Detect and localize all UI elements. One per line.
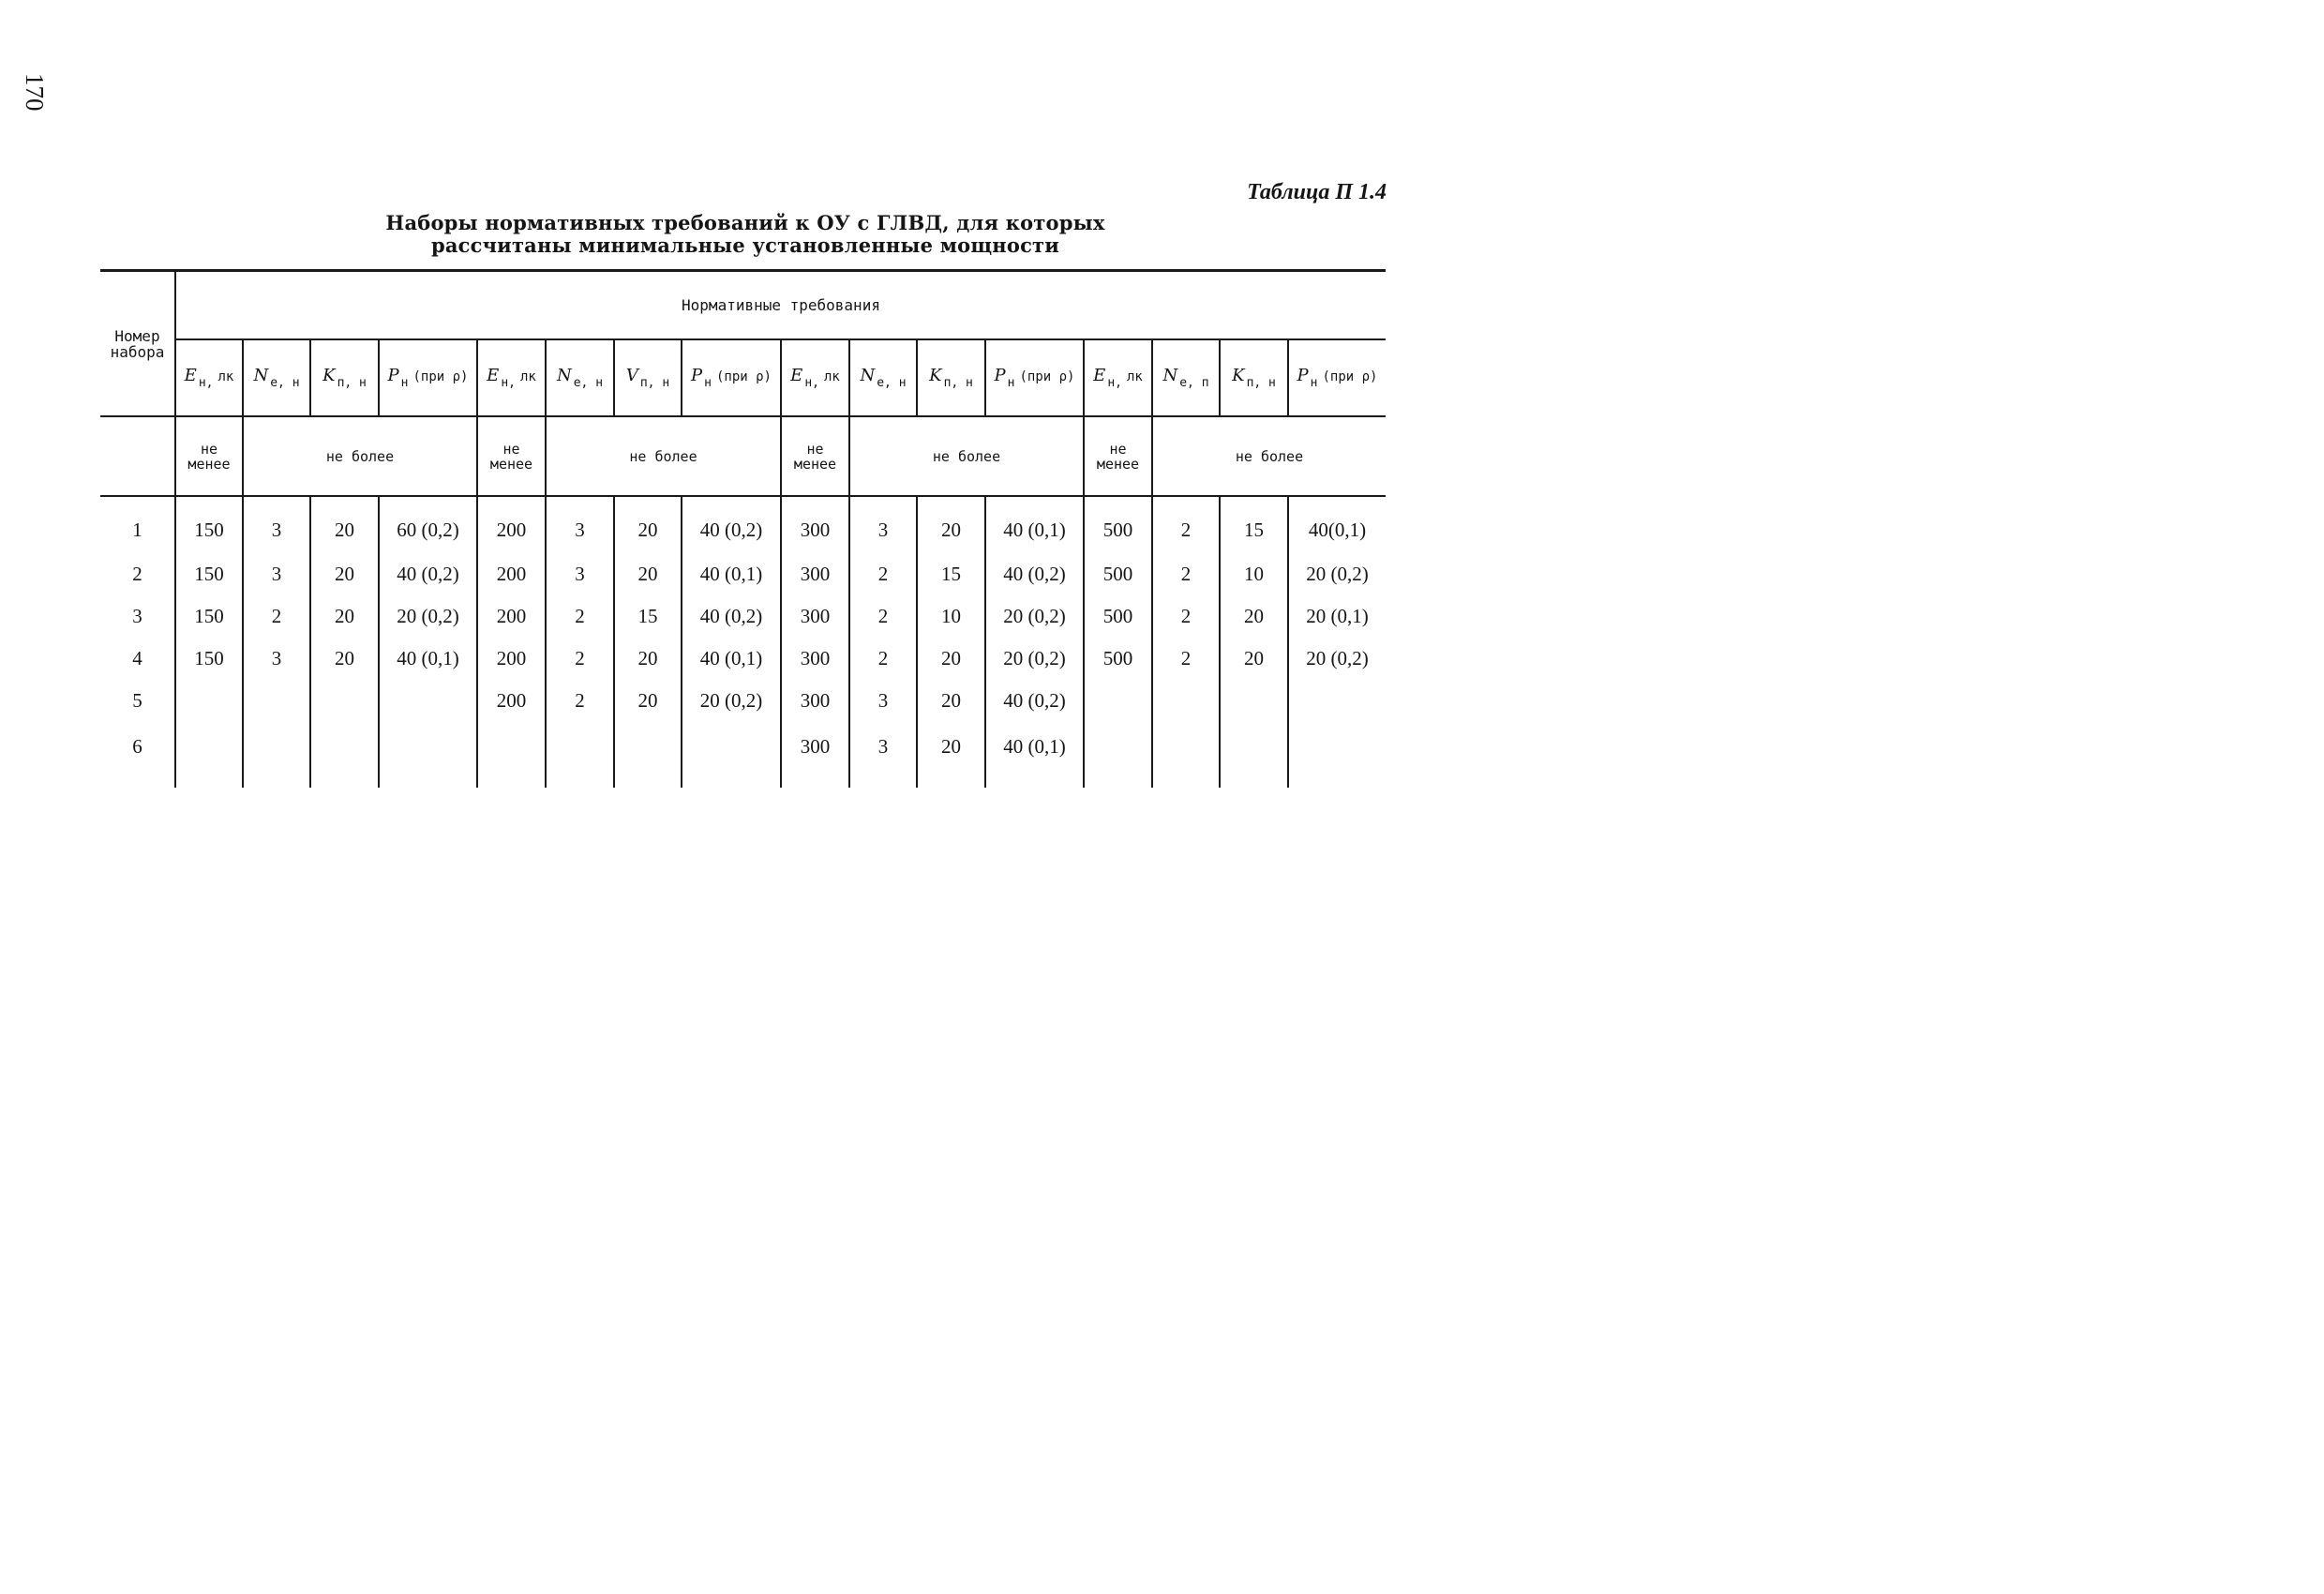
table-cell: 60 (0,2) — [379, 496, 477, 553]
limit-min-text: не менее — [1096, 440, 1140, 473]
table-cell: 40 (0,1) — [379, 638, 477, 680]
title-line-1: Наборы нормативных требований к ОУ с ГЛВД, для которых — [385, 211, 1105, 234]
column-header-3 — [310, 339, 379, 416]
table-cell — [243, 680, 310, 722]
limit-max-2: не более — [546, 416, 781, 496]
column-subscript: н, — [198, 376, 214, 390]
column-unit: лк — [519, 369, 536, 384]
table-cell — [310, 722, 379, 788]
table-cell: 200 — [477, 553, 546, 595]
requirements-table-wrapper — [100, 269, 1386, 788]
column-symbol: K — [1232, 366, 1245, 385]
column-header-row — [100, 339, 1386, 416]
table-cell: 2 — [546, 638, 614, 680]
row-number: 1 — [132, 518, 142, 541]
table-cell: 3 — [546, 553, 614, 595]
table-cell: 500 — [1084, 638, 1152, 680]
table-cell: 500 — [1084, 595, 1152, 638]
column-header-5 — [477, 339, 546, 416]
table-cell: 40 (0,1) — [682, 553, 781, 595]
limit-min-1 — [175, 416, 243, 496]
limit-min-3 — [781, 416, 849, 496]
page-number: 170 — [21, 73, 49, 112]
column-symbol: V — [625, 366, 638, 385]
table-cell: 20 (0,2) — [1288, 553, 1386, 595]
table-cell: 40(0,1) — [1288, 496, 1386, 553]
table-row — [100, 553, 1386, 595]
column-symbol: N — [253, 366, 269, 385]
table-cell: 20 (0,2) — [682, 680, 781, 722]
row-number: 3 — [132, 605, 142, 627]
table-cell: 300 — [781, 553, 849, 595]
table-cell: 20 — [614, 553, 682, 595]
column-subscript: н — [704, 376, 712, 390]
table-cell: 20 — [614, 680, 682, 722]
table-cell: 20 (0,2) — [985, 595, 1084, 638]
column-header-9 — [781, 339, 849, 416]
table-cell: 200 — [477, 638, 546, 680]
table-cell: 3 — [546, 496, 614, 553]
table-cell: 20 — [1220, 595, 1288, 638]
table-cell: 300 — [781, 638, 849, 680]
column-subscript: н — [400, 376, 409, 390]
column-header-2 — [243, 339, 310, 416]
table-cell: 20 — [310, 638, 379, 680]
table-cell: 40 (0,1) — [985, 496, 1084, 553]
column-header-6 — [546, 339, 614, 416]
table-cell: 20 — [917, 680, 985, 722]
limit-max-4: не более — [1152, 416, 1386, 496]
column-subscript: п, н — [943, 376, 973, 390]
row-number-header — [100, 272, 175, 416]
table-cell — [1152, 680, 1220, 722]
table-cell: 2 — [243, 595, 310, 638]
table-cell: 20 (0,2) — [985, 638, 1084, 680]
table-cell: 40 (0,2) — [985, 680, 1084, 722]
table-cell — [1152, 722, 1220, 788]
limit-max-1: не более — [243, 416, 477, 496]
limit-blank-cell — [100, 416, 175, 496]
table-cell: 200 — [477, 595, 546, 638]
column-subscript: п, н — [639, 376, 670, 390]
table-cell: 20 — [1220, 638, 1288, 680]
table-cell: 500 — [1084, 553, 1152, 595]
table-cell: 20 — [310, 553, 379, 595]
table-cell: 150 — [175, 595, 243, 638]
column-symbol: P — [1297, 366, 1309, 385]
table-cell — [175, 680, 243, 722]
group-header: Нормативные требования — [175, 272, 1386, 339]
table-cell — [379, 680, 477, 722]
table-cell — [1084, 722, 1152, 788]
table-cell: 40 (0,1) — [985, 722, 1084, 788]
table-cell: 300 — [781, 595, 849, 638]
limit-min-4 — [1084, 416, 1152, 496]
table-cell: 3 — [243, 638, 310, 680]
table-cell: 150 — [175, 638, 243, 680]
column-unit: лк — [1126, 369, 1143, 384]
table-cell: 2 — [849, 638, 917, 680]
table-cell: 20 — [310, 496, 379, 553]
column-header-1 — [175, 339, 243, 416]
group-header-row — [100, 272, 1386, 339]
column-unit: (при ρ) — [1322, 369, 1378, 384]
column-unit: (при ρ) — [1019, 369, 1075, 384]
table-cell: 10 — [917, 595, 985, 638]
column-symbol: N — [556, 366, 572, 385]
column-symbol: P — [994, 366, 1006, 385]
column-subscript: н, — [804, 376, 819, 390]
table-cell: 2 — [1152, 553, 1220, 595]
table-cell — [1288, 722, 1386, 788]
table-cell — [614, 722, 682, 788]
column-header-12 — [985, 339, 1084, 416]
column-header-13 — [1084, 339, 1152, 416]
column-header-4 — [379, 339, 477, 416]
column-symbol: P — [691, 366, 703, 385]
table-cell — [1220, 680, 1288, 722]
table-cell: 10 — [1220, 553, 1288, 595]
table-cell: 2 — [546, 680, 614, 722]
column-subscript: п, н — [337, 376, 367, 390]
column-header-8 — [682, 339, 781, 416]
column-unit: (при ρ) — [412, 369, 469, 384]
column-subscript: е, н — [573, 376, 604, 390]
table-cell — [379, 722, 477, 788]
table-label: Таблица П 1.4 — [1247, 180, 1387, 204]
table-cell: 300 — [781, 722, 849, 788]
table-title — [281, 212, 1209, 257]
table-cell: 40 (0,2) — [379, 553, 477, 595]
row-number-header-text: Номер набора — [110, 326, 165, 361]
column-subscript: п, н — [1246, 376, 1276, 390]
column-unit: лк — [217, 369, 234, 384]
limit-min-text: не менее — [489, 440, 533, 473]
table-cell: 15 — [917, 553, 985, 595]
table-cell: 3 — [849, 680, 917, 722]
table-cell — [546, 722, 614, 788]
table-cell: 20 — [310, 595, 379, 638]
column-subscript: е, п — [1179, 376, 1209, 390]
table-cell: 15 — [1220, 496, 1288, 553]
column-symbol: K — [322, 366, 336, 385]
table-cell: 2 — [1152, 496, 1220, 553]
table-cell: 200 — [477, 680, 546, 722]
table-cell: 20 — [917, 722, 985, 788]
column-header-14 — [1152, 339, 1220, 416]
column-subscript: е, н — [877, 376, 907, 390]
table-cell — [1084, 680, 1152, 722]
table-cell: 300 — [781, 496, 849, 553]
column-header-7 — [614, 339, 682, 416]
table-cell: 20 — [917, 496, 985, 553]
table-cell: 150 — [175, 496, 243, 553]
table-cell: 40 (0,2) — [682, 496, 781, 553]
column-subscript: н — [1310, 376, 1318, 390]
table-cell: 150 — [175, 553, 243, 595]
table-row — [100, 638, 1386, 680]
column-symbol: N — [860, 366, 876, 385]
column-header-15 — [1220, 339, 1288, 416]
column-symbol: E — [790, 366, 803, 385]
limit-max-3: не более — [849, 416, 1084, 496]
table-cell: 20 — [614, 496, 682, 553]
table-row — [100, 496, 1386, 553]
table-row — [100, 595, 1386, 638]
column-unit: лк — [823, 369, 840, 384]
limit-row — [100, 416, 1386, 496]
title-line-2: рассчитаны минимальные установленные мощности — [430, 233, 1060, 257]
table-cell: 40 (0,1) — [682, 638, 781, 680]
table-row — [100, 722, 1386, 788]
table-cell: 20 — [614, 638, 682, 680]
table-cell: 2 — [1152, 595, 1220, 638]
table-cell: 2 — [546, 595, 614, 638]
table-cell: 40 (0,2) — [985, 553, 1084, 595]
row-number: 2 — [132, 563, 142, 585]
row-number: 4 — [132, 647, 142, 669]
requirements-table — [100, 269, 1386, 788]
table-cell — [682, 722, 781, 788]
column-subscript: н, — [501, 376, 516, 390]
table-cell — [1220, 722, 1288, 788]
column-symbol: N — [1162, 366, 1178, 385]
limit-min-text: не менее — [187, 440, 231, 473]
limit-min-2 — [477, 416, 546, 496]
table-cell: 2 — [1152, 638, 1220, 680]
column-symbol: E — [487, 366, 500, 385]
column-unit: (при ρ) — [715, 369, 772, 384]
column-symbol: P — [387, 366, 399, 385]
table-cell: 20 (0,2) — [379, 595, 477, 638]
table-cell — [1288, 680, 1386, 722]
table-cell: 20 — [917, 638, 985, 680]
table-cell: 3 — [849, 722, 917, 788]
table-cell: 500 — [1084, 496, 1152, 553]
column-header-11 — [917, 339, 985, 416]
table-cell: 2 — [849, 553, 917, 595]
table-cell: 3 — [243, 553, 310, 595]
table-cell: 300 — [781, 680, 849, 722]
column-symbol: E — [184, 366, 197, 385]
table-cell: 3 — [849, 496, 917, 553]
table-cell: 15 — [614, 595, 682, 638]
row-number: 6 — [132, 734, 142, 758]
table-cell: 200 — [477, 496, 546, 553]
table-cell: 2 — [849, 595, 917, 638]
table-cell — [175, 722, 243, 788]
table-cell — [243, 722, 310, 788]
table-cell: 20 (0,1) — [1288, 595, 1386, 638]
table-cell — [477, 722, 546, 788]
column-subscript: е, н — [270, 376, 300, 390]
column-symbol: E — [1093, 366, 1106, 385]
column-header-16 — [1288, 339, 1386, 416]
table-cell: 3 — [243, 496, 310, 553]
column-symbol: K — [929, 366, 942, 385]
table-cell: 20 (0,2) — [1288, 638, 1386, 680]
table-cell: 40 (0,2) — [682, 595, 781, 638]
table-cell — [310, 680, 379, 722]
column-subscript: н — [1007, 376, 1015, 390]
row-number: 5 — [132, 689, 142, 712]
column-subscript: н, — [1107, 376, 1122, 390]
limit-min-text: не менее — [793, 440, 837, 473]
column-header-10 — [849, 339, 917, 416]
table-row — [100, 680, 1386, 722]
